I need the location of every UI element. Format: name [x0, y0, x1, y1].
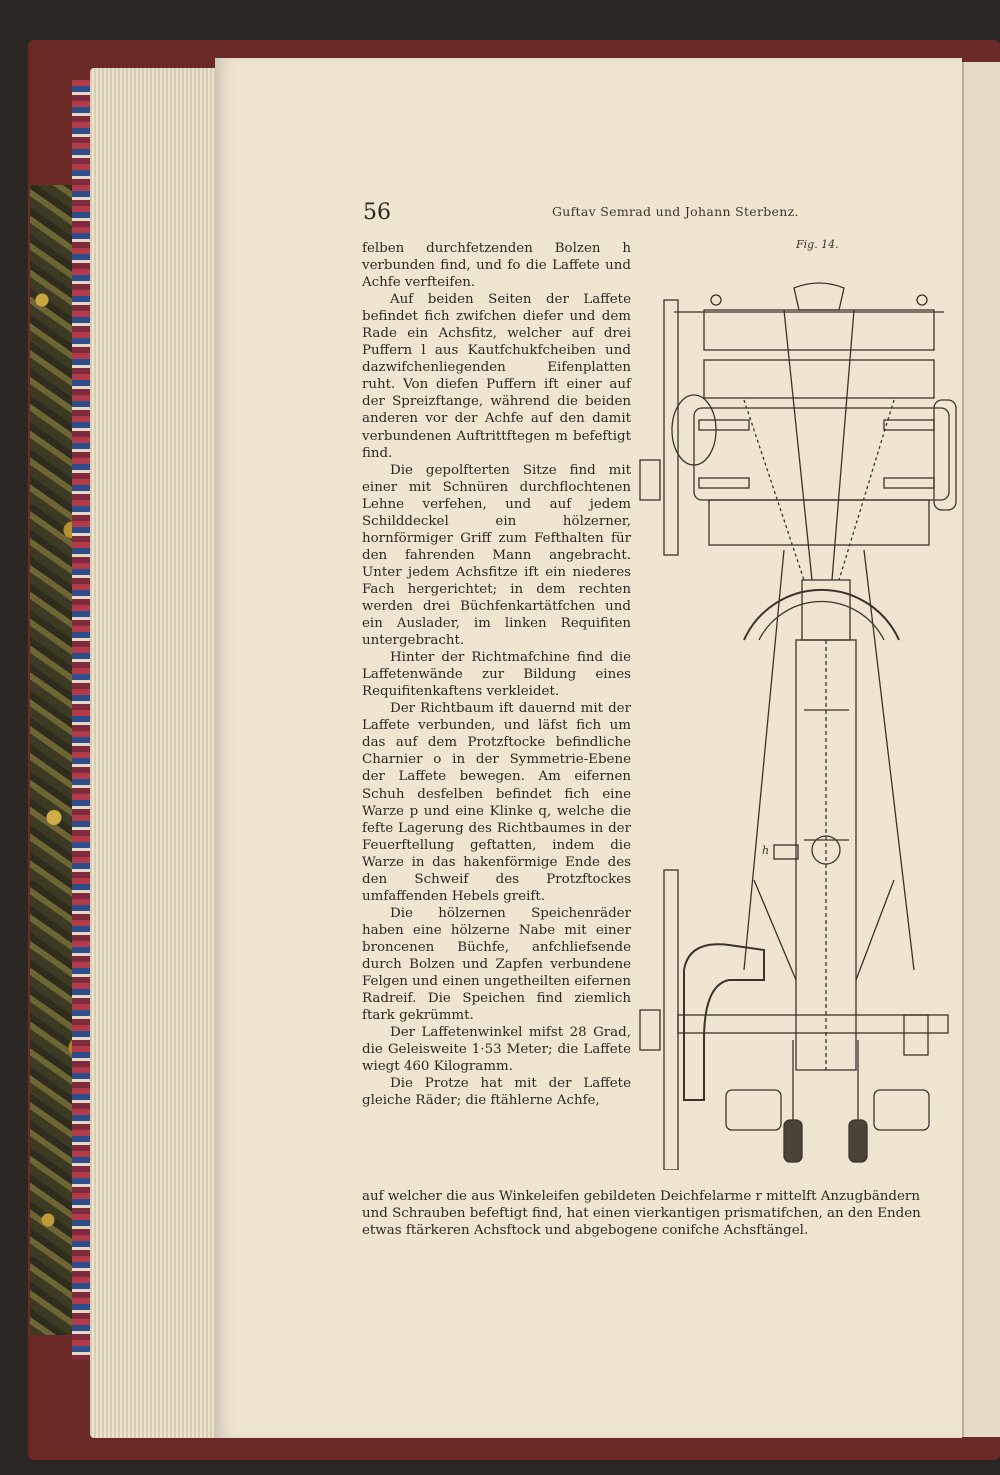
paragraph: Der Laffetenwinkel mifst 28 Grad, die Geleisweite 1·53 Meter; die Laffete wiegt 460 Kilogramm. [362, 1025, 631, 1075]
paragraph: Die Protze hat mit der Laffete gleiche Räder; die ftählerne Achfe, [362, 1076, 631, 1109]
paragraph: Die gepolfterten Sitze find mit einer mit Schnüren durchflochtenen Lehne verfehen, und auf jedem Schilddeckel ein hölzerner, hornförmiger Griff zum Fefthalten für den fahrenden Mann angebracht. Unter jedem Achsfitze ift ein niederes Fach hergerichtet; in dem rechten werden drei Büchfenkartätfchen und ein Auslader, im linken Requifiten untergebracht. [362, 462, 631, 649]
axle-seat-frame [704, 310, 934, 350]
text-line: auf welcher die aus Winkeleifen gebildeten Deichfelarme r mittelft Anzugbändern [362, 1189, 920, 1204]
paragraph: felben durchfetzenden Bolzen h verbunden find, und fo die Laffete und Achfe verfteifen. [362, 241, 631, 291]
bolt-ring [711, 295, 721, 305]
axle-box [704, 360, 934, 398]
limber-axle [678, 1015, 948, 1033]
page-block-left [90, 68, 230, 1438]
running-head: Guftav Semrad und Johann Sterbenz. [552, 204, 799, 219]
text-line: und Schrauben befeftigt find, hat einen vierkantigen prismatifchen, an den Enden [362, 1206, 921, 1221]
text-column [362, 240, 631, 1109]
paragraph: Auf beiden Seiten der Laffete befindet fich zwifchen diefer und dem Rade ein Achsfitz, welcher auf drei Puffern l aus Kautfchukfcheiben und dazwifchenliegenden Eifenplatten ruht. Von diefen Puffern ift einer auf der Spreizftange, während die beiden anderen vor der Achfe auf den damit verbundenen Auftrittftegen m befeftigt find. [362, 292, 631, 461]
lower-box [709, 500, 929, 545]
figure-caption: Fig. 14. [796, 238, 839, 251]
label-h: h [762, 844, 770, 857]
full-width-text [362, 1188, 962, 1239]
next-page-edge [962, 62, 1000, 1437]
bolt-ring [917, 295, 927, 305]
paragraph: Der Richtbaum ift dauernd mit der Laffete verbunden, und läfst fich um das auf dem Protzftocke befindliche Charnier o in der Symmetrie-Ebene der Laffete bewegen. Am eifernen Schuh desfelben befindet fich eine Warze p und eine Klinke q, welche die fefte Lagerung des Richtbaumes in der Feuerftellung geftatten, indem die Warze in das hakenförmige Ende des den Schweif des Protzftockes umfaffenden Hebels greift. [362, 701, 631, 904]
paragraph: Die hölzernen Speichenräder haben eine hölzerne Nabe mit einer broncenen Büchfe, anfchliefsende durch Bolzen und Zapfen verbundene Felgen und einen ungetheilten eifernen Radreif. Die Speichen find ziemlich ftark gekrümmt. [362, 905, 631, 1024]
gun-carriage-engraving [634, 280, 962, 1170]
upper-wheel [664, 300, 678, 555]
marbled-page-edge [72, 80, 92, 1360]
text-line: etwas ftärkeren Achsftock und abgebogene conifche Achsftängel. [362, 1223, 809, 1238]
seat-body [694, 408, 949, 500]
page-number: 56 [363, 200, 391, 225]
lower-wheel [664, 870, 678, 1170]
paragraph: Hinter der Richtmafchine find die Laffetenwände zur Bildung eines Requifitenkaftens verkleidet. [362, 650, 631, 700]
